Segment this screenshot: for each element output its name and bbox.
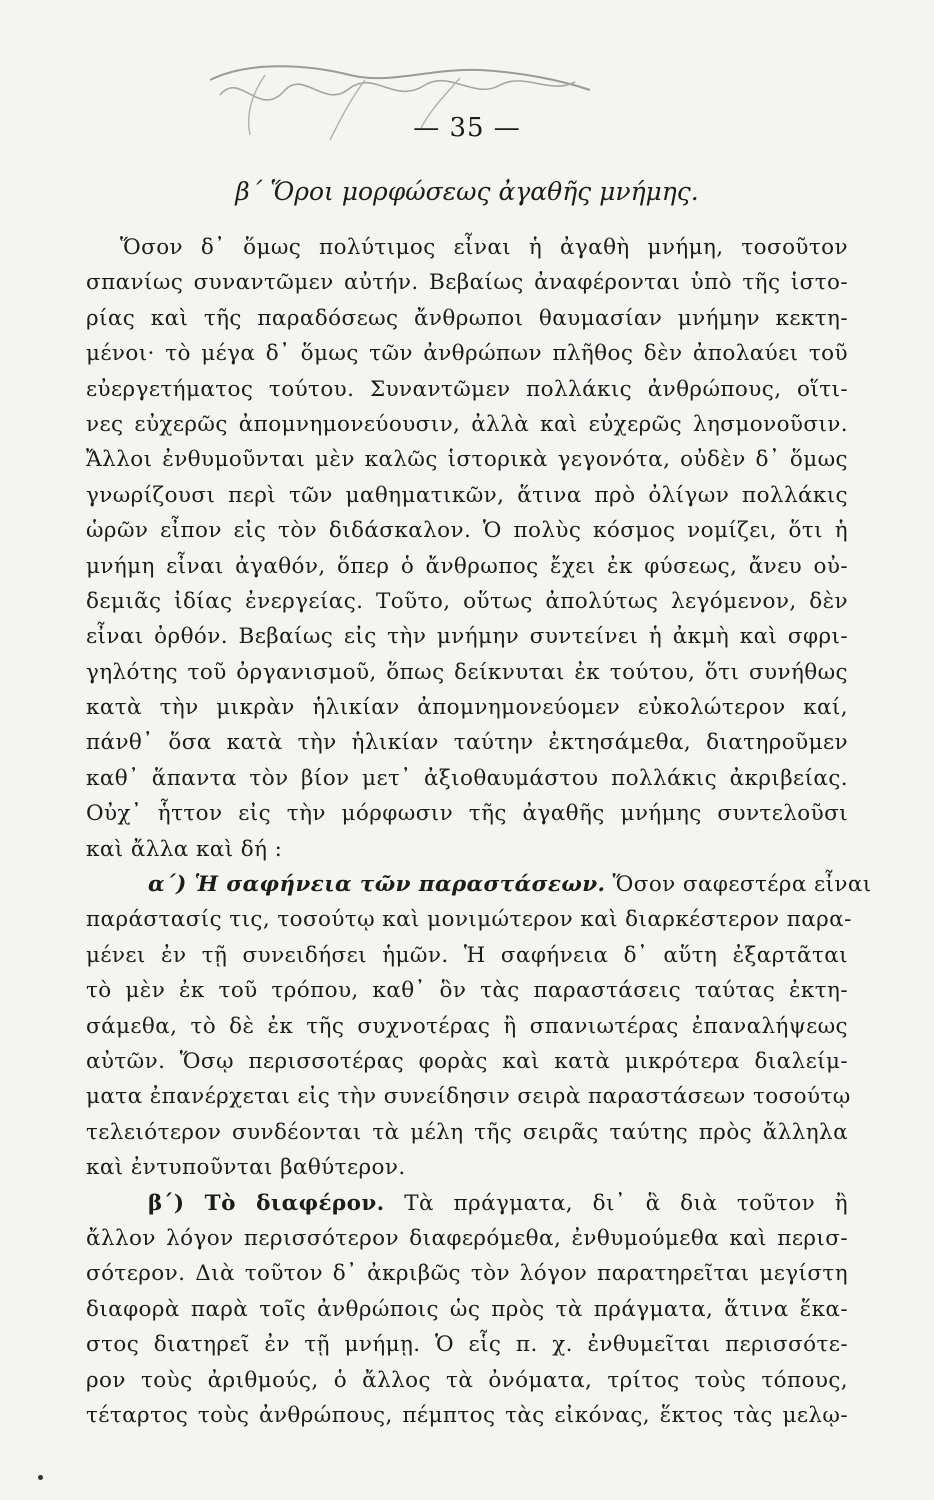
text-line: μένοι· τὸ μέγα δ᾿ ὅμως τῶν ἀνθρώπων πλῆθος δὲν ἀπολαύει τοῦ (86, 341, 848, 367)
text-line: τελειότερον συνδέονται τὰ μέλη τῆς σειρᾶς ταύτης πρὸς ἄλληλα (86, 1119, 848, 1145)
text-line: καὶ ἄλλα καὶ δή : (86, 836, 283, 862)
text-line: Ἄλλοι ἐνθυμοῦνται μὲν καλῶς ἱστορικὰ γεγονότα, οὐδὲν δ᾿ ὅμως (86, 447, 848, 473)
text-line: γηλότης τοῦ ὀργανισμοῦ, ὅπως δείκνυται ἐκ τούτου, ὅτι συνήθως (86, 659, 848, 685)
text-line: μένει ἐν τῇ συνειδήσει ἡμῶν. Ἡ σαφήνεια δ᾿ αὕτη ἐξαρτᾶται (86, 942, 848, 968)
section-heading: β΄ Ὅροι μορφώσεως ἀγαθῆς μνήμης. (235, 177, 699, 206)
text-line: ἄλλον λόγον περισσότερον διαφερόμεθα, ἐνθυμούμεθα καὶ περισ- (86, 1225, 848, 1251)
text-line: καθ᾿ ἅπαντα τὸν βίον μετ᾿ ἀξιοθαυμάστου πολλάκις ἀκριβείας. (86, 765, 848, 791)
page-number: — 35 — (413, 113, 521, 143)
text-line: γνωρίζουσι περὶ τῶν μαθηματικῶν, ἅτινα πρὸ ὀλίγων πολλάκις (86, 482, 848, 508)
text-line: πάνθ᾿ ὅσα κατὰ τὴν ἡλικίαν ταύτην ἐκτησάμεθα, διατηροῦμεν (86, 730, 848, 756)
text-line: ὡρῶν εἶπον εἰς τὸν διδάσκαλον. Ὁ πολὺς κόσμος νομίζει, ὅτι ἡ (86, 518, 848, 544)
text-line: καὶ ἐντυποῦνται βαθύτερον. (86, 1155, 406, 1181)
section-a-first-line (86, 867, 872, 902)
text-line: Οὐχ᾿ ἧττον εἰς τὴν μόρφωσιν τῆς ἀγαθῆς μνήμης συντελοῦσι (86, 801, 848, 827)
text-line: σπανίως συναντῶμεν αὐτήν. Βεβαίως ἀναφέρονται ὑπὸ τῆς ἱστο- (86, 270, 848, 296)
margin-dot (38, 1475, 43, 1480)
text-line: μνήμη εἶναι ἀγαθόν, ὅπερ ὁ ἄνθρωπος ἔχει ἐκ φύσεως, ἄνευ οὐ- (86, 553, 848, 579)
text-line: παράστασίς τις, τοσούτῳ καὶ μονιμώτερον καὶ διαρκέστερον παρα- (86, 907, 852, 933)
text-line: τέταρτος τοὺς ἀνθρώπους, πέμπτος τὰς εἰκόνας, ἕκτος τὰς μελῳ- (86, 1402, 848, 1428)
text-line: ρον τοὺς ἀριθμούς, ὁ ἄλλος τὰ ὀνόματα, τρίτος τοὺς τόπους, (86, 1367, 848, 1393)
text-line: στος διατηρεῖ ἐν τῇ μνήμῃ. Ὁ εἷς π. χ. ἐνθυμεῖται περισσότε- (86, 1332, 848, 1358)
text-line: σάμεθα, τὸ δὲ ἐκ τῆς συχνοτέρας ἢ σπανιωτέρας ἐπαναλήψεως (86, 1013, 848, 1039)
text-line: τὸ μὲν ἐκ τοῦ τρόπου, καθ᾿ ὃν τὰς παραστάσεις ταύτας ἐκτη- (86, 978, 848, 1004)
text-line: κατὰ τὴν μικρὰν ἡλικίαν ἀπομνημονεύομεν εὐκολώτερον καί, (86, 695, 848, 721)
text-line: ματα ἐπανέρχεται εἰς τὴν συνείδησιν σειρὰ παραστάσεων τοσούτῳ (86, 1084, 851, 1110)
section-b-first-line (86, 1186, 848, 1221)
text-line: εἶναι ὀρθόν. Βεβαίως εἰς τὴν μνήμην συντείνει ἡ ἀκμὴ καὶ σφρι- (86, 624, 848, 650)
text-line: Ὅσον δ᾿ ὅμως πολύτιμος εἶναι ἡ ἀγαθὴ μνήμη, τοσοῦτον (120, 235, 848, 260)
text-line: νες εὐχερῶς ἀπομνημονεύουσιν, ἀλλὰ καὶ εὐχερῶς λησμονοῦσιν. (86, 411, 848, 437)
text-line: δεμιᾶς ἰδίας ἐνεργείας. Τοῦτο, οὕτως ἀπολύτως λεγόμενον, δὲν (86, 588, 848, 614)
body-text (86, 230, 872, 1433)
section-b-first-text: Τὰ πράγματα, δι᾿ ἃ διὰ τοῦτον ἢ (404, 1190, 849, 1216)
text-line: ρίας καὶ τῆς παραδόσεως ἄνθρωποι θαυμασίαν μνήμην κεκτη- (86, 305, 848, 331)
text-line: διαφορὰ παρὰ τοῖς ἀνθρώποις ὡς πρὸς τὰ πράγματα, ἅτινα ἕκα- (86, 1296, 848, 1322)
text-line: σότερον. Διὰ τοῦτον δ᾿ ἀκριβῶς τὸν λόγον παρατηρεῖται μεγίστη (86, 1261, 848, 1287)
section-b-title: β΄) Τὸ διαφέρον. (148, 1190, 385, 1216)
text-line: εὐεργετήματος τούτου. Συναντῶμεν πολλάκις ἀνθρώπους, οἵτι- (86, 376, 848, 402)
section-a-first-text: Ὅσον σαφεστέρα εἶναι (612, 872, 872, 898)
section-a-title: α΄) Ἡ σαφήνεια τῶν παραστάσεων. (148, 872, 606, 898)
text-line: αὐτῶν. Ὅσῳ περισσοτέρας φορὰς καὶ κατὰ μικρότερα διαλείμ- (86, 1048, 848, 1074)
